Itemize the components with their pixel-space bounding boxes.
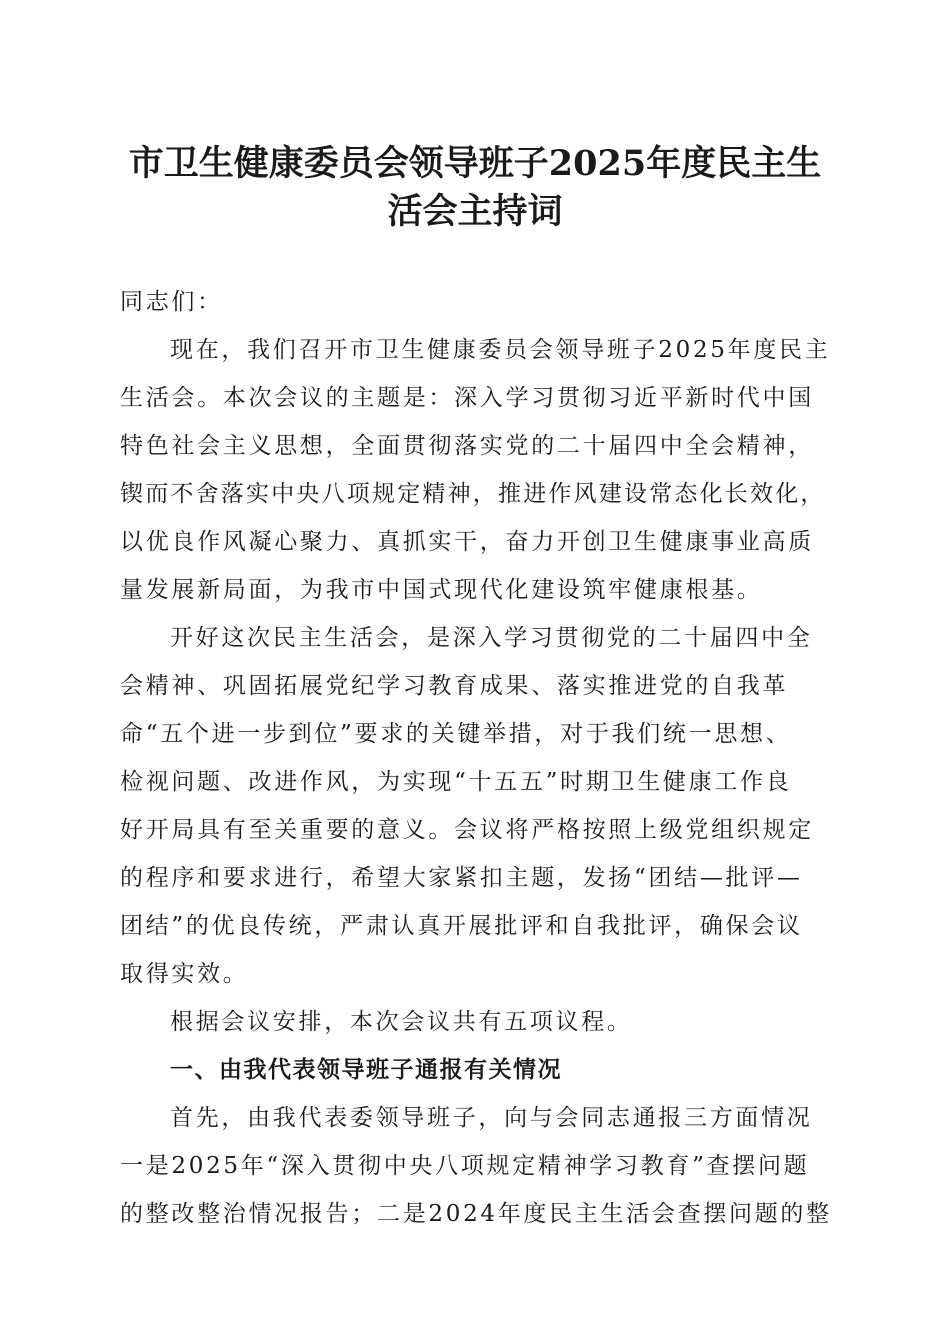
paragraph-2-line: 好开局具有至关重要的意义。会议将严格按照上级党组织规定 xyxy=(120,817,814,843)
paragraph-4-line: 一是2025年“深入贯彻中央八项规定精神学习教育”查摆问题 xyxy=(120,1153,810,1179)
paragraph-4-line: 的整改整治情况报告；二是2024年度民主生活会查摆问题的整 xyxy=(120,1201,832,1227)
paragraph-2-line: 开好这次民主生活会，是深入学习贯彻党的二十届四中全 xyxy=(170,625,813,651)
salutation: 同志们： xyxy=(120,289,223,315)
paragraph-1-line: 量发展新局面，为我市中国式现代化建设筑牢健康根基。 xyxy=(120,577,763,603)
title-line-1: 市卫生健康委员会领导班子2025年度民主生 xyxy=(128,143,822,184)
paragraph-1-line: 现在，我们召开市卫生健康委员会领导班子2025年度民主 xyxy=(170,337,831,363)
paragraph-1-line: 以优良作风凝心聚力、真抓实干，奋力开创卫生健康事业高质 xyxy=(120,529,814,555)
title-line-2: 活会主持词 xyxy=(387,191,563,232)
document-title xyxy=(110,140,840,236)
paragraph-2-line: 团结”的优良传统，严肃认真开展批评和自我批评，确保会议 xyxy=(120,913,803,939)
paragraph-1-line: 特色社会主义思想，全面贯彻落实党的二十届四中全会精神， xyxy=(120,433,814,459)
paragraph-2-line: 会精神、巩固拓展党纪学习教育成果、落实推进党的自我革 xyxy=(120,673,789,699)
paragraph-4-line: 首先，由我代表委领导班子，向与会同志通报三方面情况 xyxy=(170,1105,813,1131)
paragraph-2-line: 取得实效。 xyxy=(120,961,249,987)
paragraph-1-line: 锲而不舍落实中央八项规定精神，推进作风建设常态化长效化， xyxy=(120,481,826,507)
paragraph-2-line: 命“五个进一步到位”要求的关键举措，对于我们统一思想、 xyxy=(120,721,792,747)
paragraph-2-line: 的程序和要求进行，希望大家紧扣主题，发扬“团结—批评— xyxy=(120,865,803,891)
paragraph-2-line: 检视问题、改进作风，为实现“十五五”时期卫生健康工作良 xyxy=(120,769,792,795)
paragraph-3-line: 根据会议安排，本次会议共有五项议程。 xyxy=(170,1009,633,1035)
document-body xyxy=(120,278,832,1238)
section-heading-1: 一、由我代表领导班子通报有关情况 xyxy=(170,1057,562,1083)
paragraph-1-line: 生活会。本次会议的主题是：深入学习贯彻习近平新时代中国 xyxy=(120,385,814,411)
